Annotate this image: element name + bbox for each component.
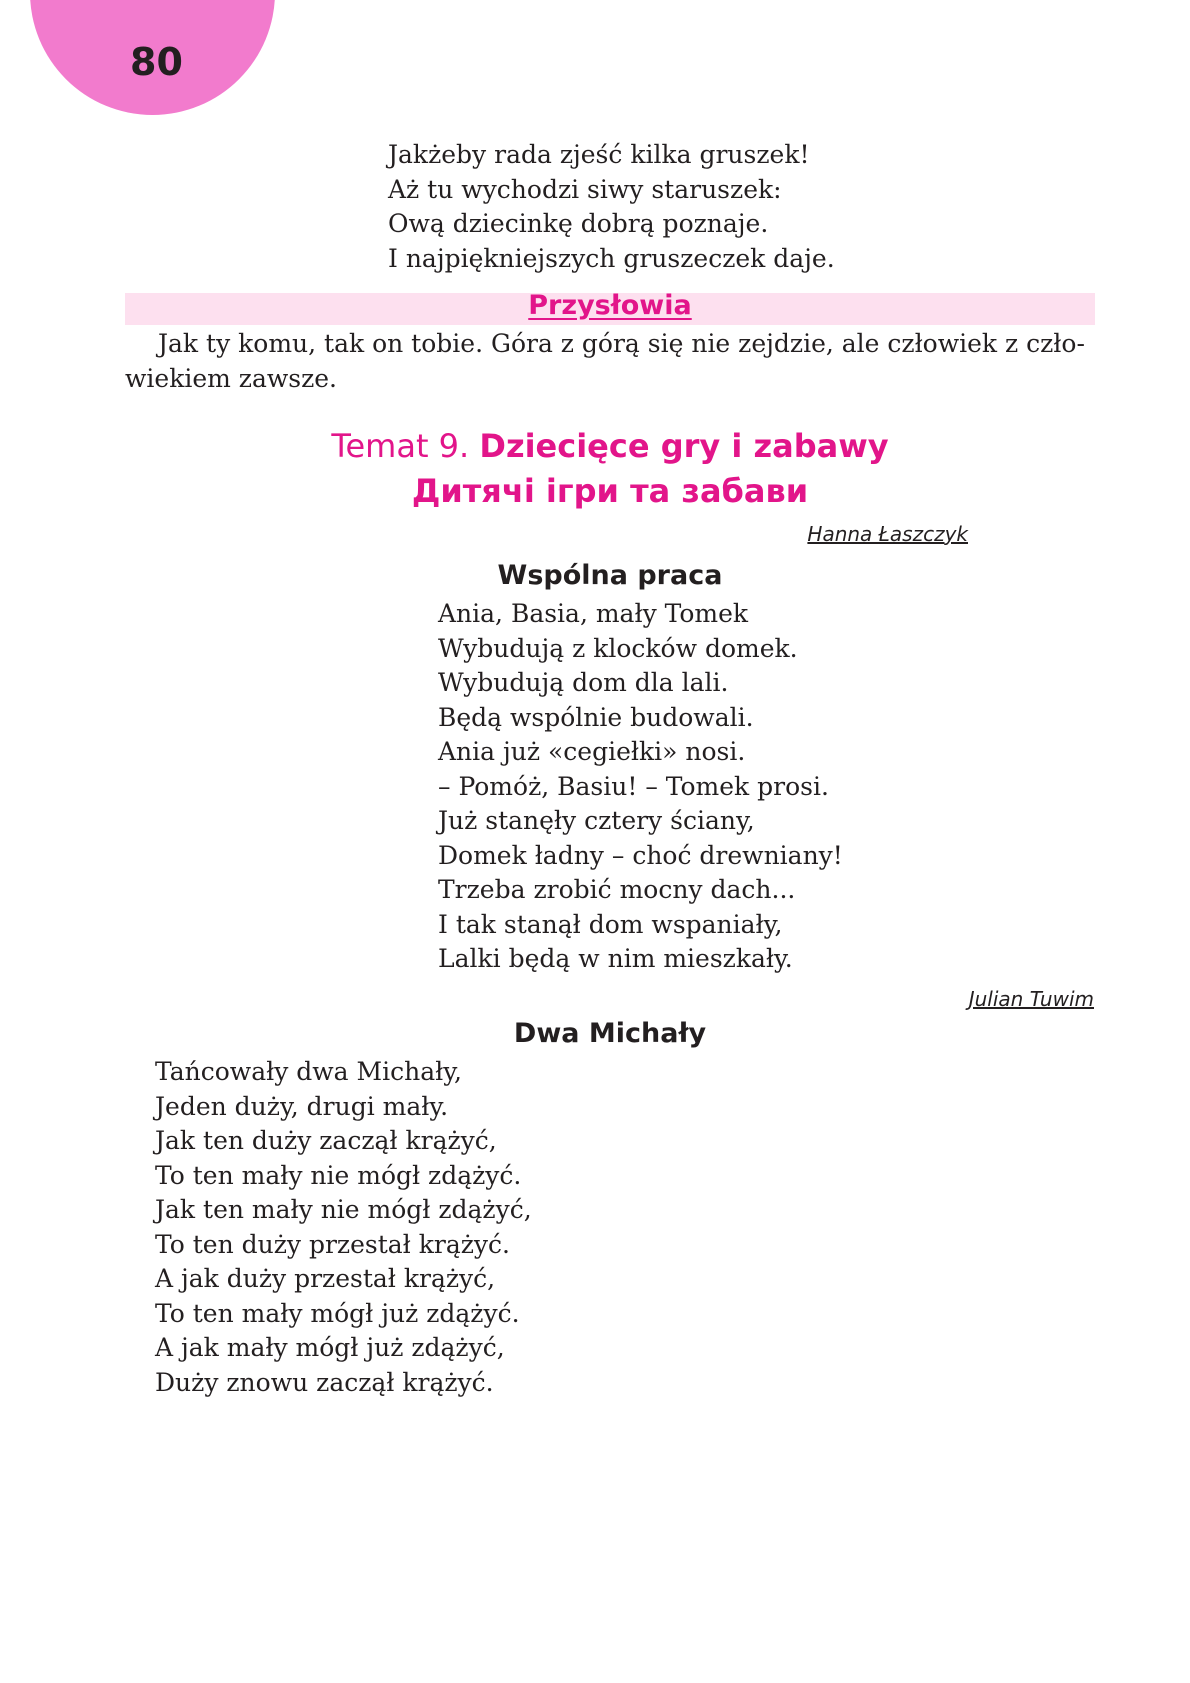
- poem-line: To ten mały mógł już zdążyć.: [155, 1298, 520, 1328]
- poem-line: I tak stanął dom wspaniały,: [438, 909, 783, 939]
- poem-line: Duży znowu zaczął krążyć.: [155, 1367, 494, 1397]
- poem-line: Ową dziecinkę dobrą poznaje.: [388, 209, 769, 238]
- poem-line: Jak ten mały nie mógł zdążyć,: [155, 1195, 532, 1224]
- poem2-body: [155, 1055, 532, 1400]
- proverbs-line: Jak ty komu, tak on tobie. Góra z górą się nie zejdzie, ale człowiek z czło-: [158, 329, 1085, 358]
- poem-line: Tańcowały dwa Michały,: [155, 1057, 462, 1086]
- poem1-body: [438, 597, 843, 977]
- poem-line: A jak duży przestał krążyć,: [155, 1264, 496, 1293]
- poem-line: To ten duży przestał krążyć.: [155, 1229, 510, 1259]
- poem-line: Ania już «cegiełki» nosi.: [438, 737, 746, 766]
- proverbs-line: wiekiem zawsze.: [125, 364, 337, 393]
- poem1-author: Hanna Łaszczyk: [807, 522, 968, 546]
- poem-line: I najpiękniejszych gruszeczek daje.: [388, 243, 835, 273]
- poem2-author: Julian Tuwim: [968, 987, 1094, 1011]
- poem-line: Lalki będą w nim mieszkały.: [438, 944, 793, 973]
- poem-line: Już stanęły cztery ściany,: [438, 806, 755, 835]
- poem-line: Jak ten duży zaczął krążyć,: [155, 1126, 497, 1155]
- topic-heading: [125, 427, 1095, 465]
- topic-prefix: Temat 9.: [331, 427, 470, 465]
- poem-line: – Pomóż, Basiu! – Tomek prosi.: [438, 771, 829, 801]
- poem-line: Domek ładny – choć drewniany!: [438, 840, 843, 870]
- poem-line: A jak mały mógł już zdążyć,: [155, 1333, 505, 1362]
- poem-line: Jeden duży, drugi mały.: [155, 1091, 449, 1121]
- poem-line: To ten mały nie mógł zdążyć.: [155, 1160, 522, 1190]
- poem-line: Aż tu wychodzi siwy staruszek:: [388, 174, 782, 204]
- poem-line: Jakżeby rada zjeść kilka gruszek!: [388, 140, 810, 169]
- topic-title-uk: Дитячі ігри та забави: [411, 472, 809, 510]
- poem-line: Wybudują dom dla lali.: [438, 668, 729, 697]
- poem2-title: Dwa Michały: [513, 1018, 707, 1049]
- top-poem-fragment: [388, 138, 835, 276]
- poem-line: Trzeba zrobić mocny dach...: [438, 875, 796, 904]
- poem-line: Wybudują z klocków domek.: [438, 633, 798, 663]
- poem-line: Będą wspólnie budowali.: [438, 702, 754, 732]
- proverbs-heading: Przysłowia: [528, 290, 692, 321]
- poem-line: Ania, Basia, mały Tomek: [438, 599, 749, 628]
- poem1-title: Wspólna praca: [497, 560, 723, 591]
- topic-title-pl: Dziecięce gry i zabawy: [479, 427, 889, 465]
- page-number: 80: [130, 40, 183, 84]
- proverbs-text: [125, 326, 1105, 396]
